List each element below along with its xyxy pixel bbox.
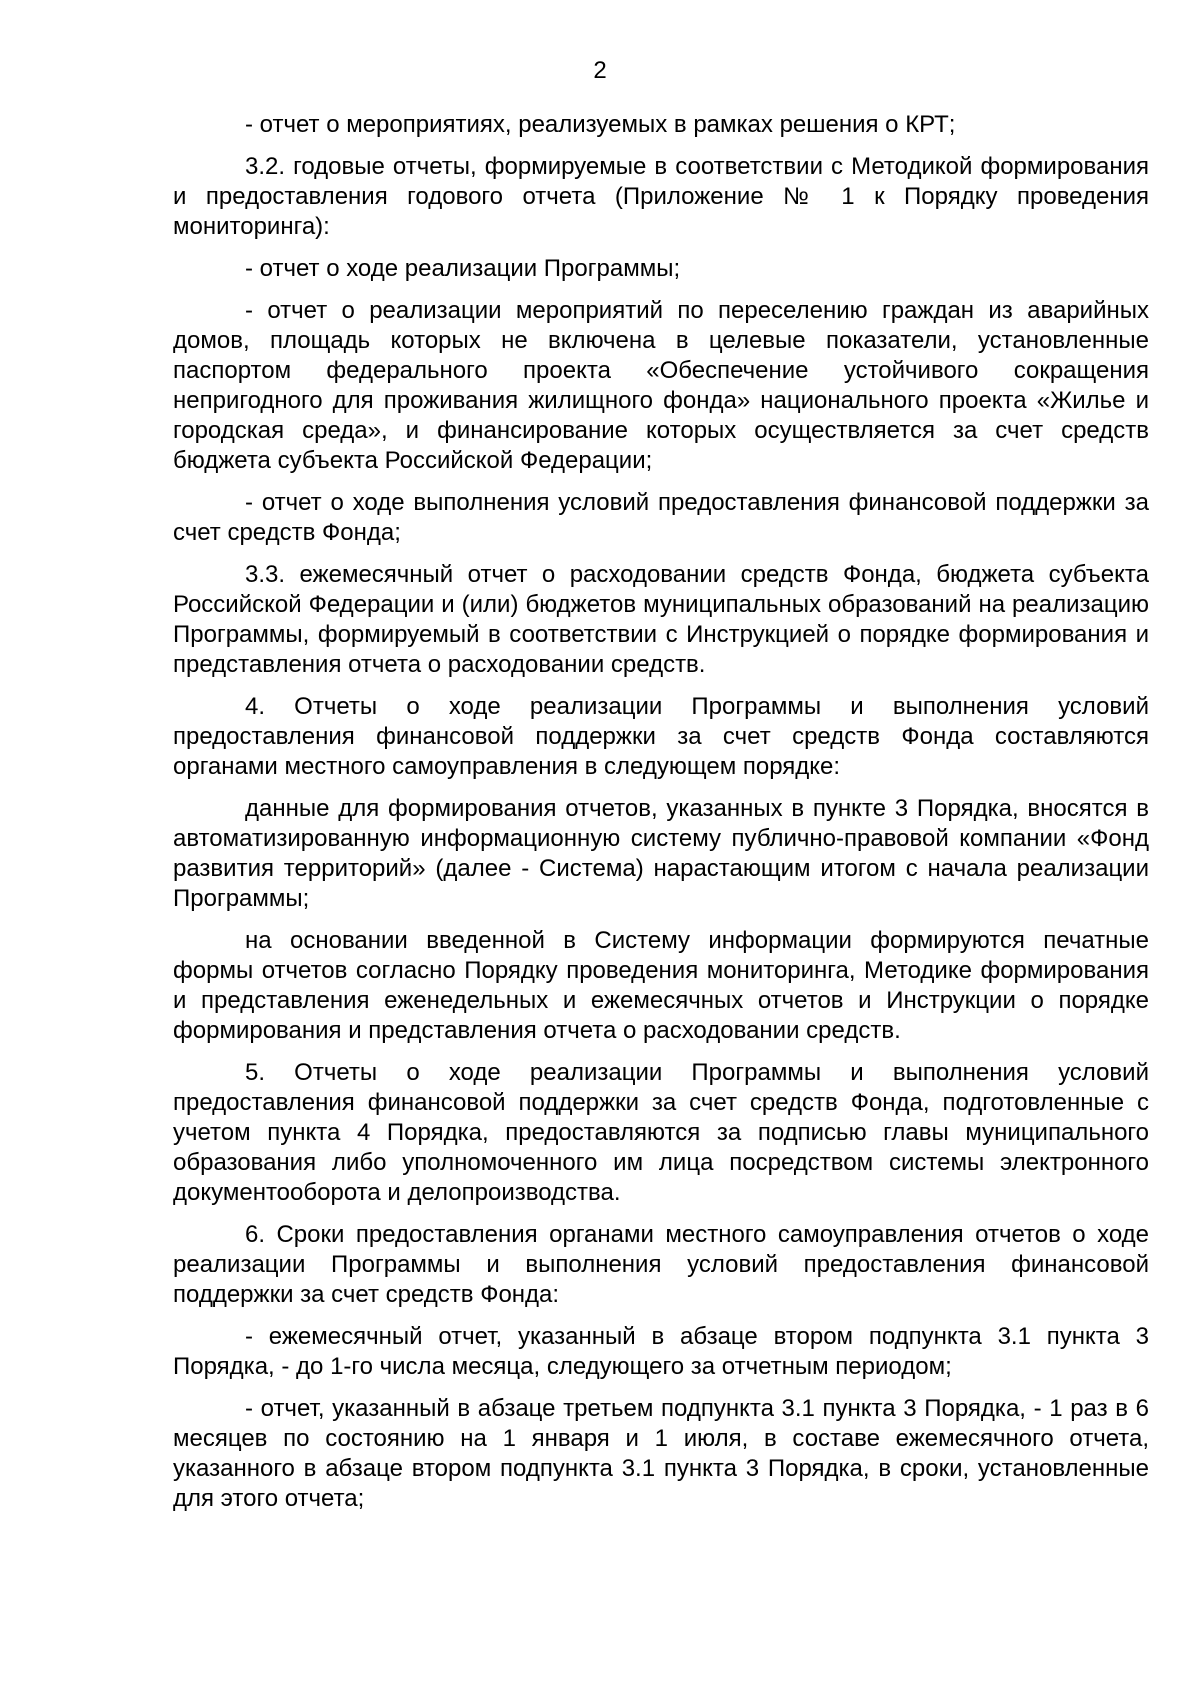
page-number: 2	[593, 57, 607, 84]
paragraph-5-submission: 5. Отчеты о ходе реализации Программы и выполнения условий предоставления финансовой поддержки за счет средств Фонда, подготовленные с учетом пункта 4 Порядка, предоставляются за подписью главы муниципального образования либо уполномоченного им лица посредством системы электронного документооборота и делопроизводства.	[173, 1059, 1149, 1206]
paragraph-semiannual-deadline: - отчет, указанный в абзаце третьем подпункта 3.1 пункта 3 Порядка, - 1 раз в 6 месяцев по состоянию на 1 января и 1 июля, в составе ежемесячного отчета, указанного в абзаце втором подпункта 3.1 пункта 3 Порядка, в сроки, установленные для этого отчета;	[173, 1395, 1149, 1512]
paragraph-printed-forms: на основании введенной в Систему информации формируются печатные формы отчетов согласно Порядку проведения мониторинга, Методике формирования и представления еженедельных и ежемесячных отчетов и Инструкции о порядке формирования и представления отчета о расходовании средств.	[173, 927, 1149, 1044]
paragraph-3-2-annual-reports: 3.2. годовые отчеты, формируемые в соответствии с Методикой формирования и предоставления годового отчета (Приложение № 1 к Порядку проведения мониторинга):	[173, 153, 1149, 240]
document-body	[173, 110, 1149, 1526]
paragraph-resettlement-report: - отчет о реализации мероприятий по переселению граждан из аварийных домов, площадь которых не включена в целевые показатели, установленные паспортом федерального проекта «Обеспечение устойчивого сокращения непригодного для проживания жилищного фонда» национального проекта «Жилье и городская среда», и финансирование которых осуществляется за счет средств бюджета субъекта Российской Федерации;	[173, 297, 1149, 474]
paragraph-data-entry: данные для формирования отчетов, указанных в пункте 3 Порядка, вносятся в автоматизированную информационную систему публично-правовой компании «Фонд развития территорий» (далее - Система) нарастающим итогом с начала реализации Программы;	[173, 795, 1149, 912]
paragraph-6-deadlines: 6. Сроки предоставления органами местного самоуправления отчетов о ходе реализации Программы и выполнения условий предоставления финансовой поддержки за счет средств Фонда:	[173, 1221, 1149, 1308]
paragraph-support-conditions-report: - отчет о ходе выполнения условий предоставления финансовой поддержки за счет средств Фонда;	[173, 489, 1149, 546]
paragraph-4-reports-procedure: 4. Отчеты о ходе реализации Программы и выполнения условий предоставления финансовой поддержки за счет средств Фонда составляются органами местного самоуправления в следующем порядке:	[173, 693, 1149, 780]
paragraph-program-progress-report: - отчет о ходе реализации Программы;	[245, 255, 681, 282]
paragraph-monthly-deadline: - ежемесячный отчет, указанный в абзаце втором подпункта 3.1 пункта 3 Порядка, - до 1-го числа месяца, следующего за отчетным периодом;	[173, 1323, 1149, 1380]
paragraph-3-3-monthly-report: 3.3. ежемесячный отчет о расходовании средств Фонда, бюджета субъекта Российской Федерации и (или) бюджетов муниципальных образований на реализацию Программы, формируемый в соответствии с Инструкцией о порядке формирования и представления отчета о расходовании средств.	[173, 561, 1149, 678]
paragraph-krt-report: - отчет о мероприятиях, реализуемых в рамках решения о КРТ;	[245, 111, 956, 138]
